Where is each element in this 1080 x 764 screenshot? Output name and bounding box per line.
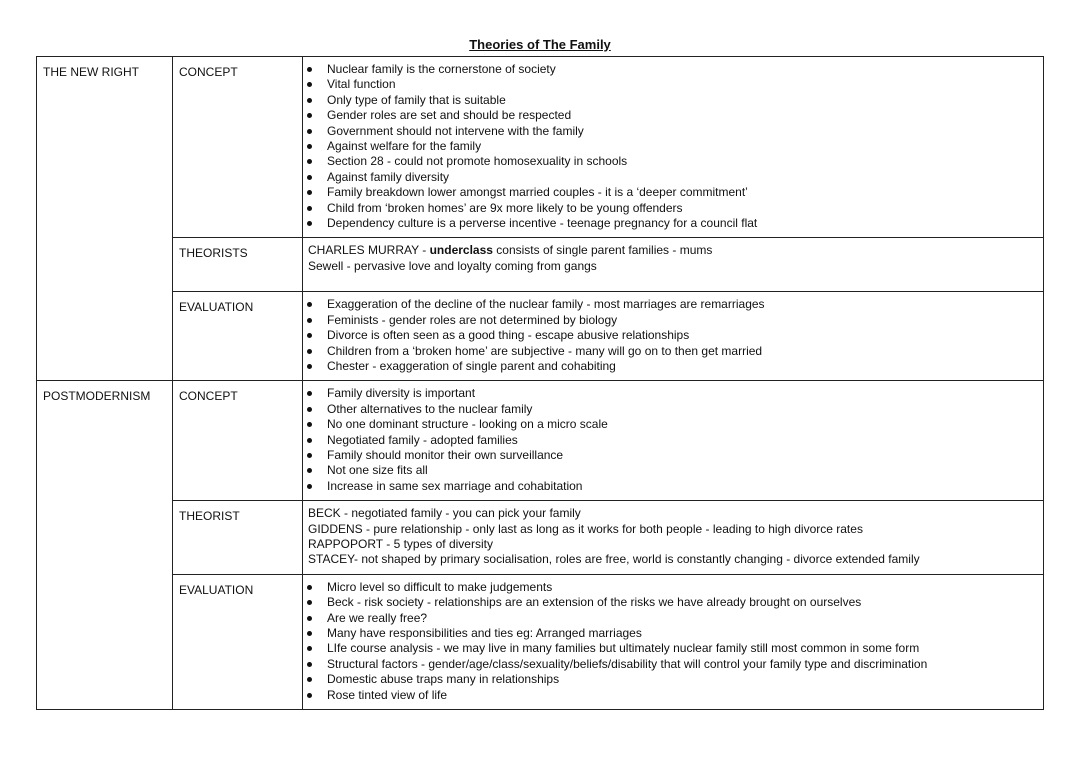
list-item: Family breakdown lower amongst married couples - it is a ‘deeper commitment’ <box>303 185 1043 200</box>
content-cell <box>303 501 1044 575</box>
list-item: Government should not intervene with the family <box>303 124 1043 139</box>
section-label: THEORIST <box>173 501 303 575</box>
list-item: Family should monitor their own surveillance <box>303 448 1043 463</box>
list-item: Divorce is often seen as a good thing - escape abusive relationships <box>303 328 1043 343</box>
section-label: CONCEPT <box>173 381 303 501</box>
list-item: Feminists - gender roles are not determined by biology <box>303 313 1043 328</box>
table-row <box>37 292 1044 381</box>
table-row <box>37 238 1044 292</box>
section-label: THEORISTS <box>173 238 303 292</box>
list-item: Nuclear family is the cornerstone of society <box>303 62 1043 77</box>
list-item: Are we really free? <box>303 611 1043 626</box>
list-item: Against welfare for the family <box>303 139 1043 154</box>
bullet-list <box>303 292 1043 380</box>
theorist-line: STACEY- not shaped by primary socialisation, roles are free, world is constantly changing - divorce extended family <box>308 552 920 567</box>
list-item: Not one size fits all <box>303 463 1043 478</box>
list-item: Gender roles are set and should be respected <box>303 108 1043 123</box>
theorist-line: RAPPOPORT - 5 types of diversity <box>308 536 493 551</box>
spacer <box>308 274 1043 285</box>
list-item: Vital function <box>303 77 1043 92</box>
table-row <box>37 501 1044 575</box>
content-cell <box>303 381 1044 501</box>
theorist-line-start: CHARLES MURRAY - <box>308 243 430 258</box>
list-item: Domestic abuse traps many in relationships <box>303 672 1043 687</box>
theorist-line: BECK - negotiated family - you can pick your family <box>308 506 581 521</box>
list-item: Children from a ‘broken home’ are subjective - many will go on to then get married <box>303 344 1043 359</box>
list-item: Against family diversity <box>303 170 1043 185</box>
section-label: CONCEPT <box>173 57 303 238</box>
theorist-lines <box>303 238 1043 291</box>
bullet-list <box>303 57 1043 237</box>
list-item: Section 28 - could not promote homosexuality in schools <box>303 154 1043 169</box>
list-item: Family diversity is important <box>303 386 1043 401</box>
bold-term: underclass <box>429 243 493 258</box>
list-item: Dependency culture is a perverse incentive - teenage pregnancy for a council flat <box>303 216 1043 231</box>
list-item: No one dominant structure - looking on a micro scale <box>303 417 1043 432</box>
list-item: Structural factors - gender/age/class/sexuality/beliefs/disability that will control your family type and discrimination <box>303 657 1043 672</box>
list-item: LIfe course analysis - we may live in many families but ultimately nuclear family still most common in some form <box>303 641 1043 656</box>
document-title: Theories of The Family <box>469 37 611 52</box>
content-cell <box>303 238 1044 292</box>
theorist-line <box>308 243 1043 258</box>
theorist-line: GIDDENS - pure relationship - only last as long as it works for both people - leading to high divorce rates <box>308 521 863 536</box>
list-item: Exaggeration of the decline of the nuclear family - most marriages are remarriages <box>303 297 1043 312</box>
group-label-new-right: THE NEW RIGHT <box>37 57 173 381</box>
list-item: Only type of family that is suitable <box>303 93 1043 108</box>
table-row <box>37 381 1044 501</box>
list-item: Micro level so difficult to make judgements <box>303 580 1043 595</box>
content-cell <box>303 574 1044 709</box>
theorist-lines <box>303 501 1043 574</box>
content-cell <box>303 57 1044 238</box>
list-item: Negotiated family - adopted families <box>303 433 1043 448</box>
theories-table <box>36 56 1044 710</box>
list-item: Child from ‘broken homes’ are 9x more likely to be young offenders <box>303 201 1043 216</box>
theorist-line: Sewell - pervasive love and loyalty coming from gangs <box>308 258 597 273</box>
section-label: EVALUATION <box>173 292 303 381</box>
section-label: EVALUATION <box>173 574 303 709</box>
list-item: Other alternatives to the nuclear family <box>303 402 1043 417</box>
bullet-list <box>303 575 1043 709</box>
list-item: Many have responsibilities and ties eg: Arranged marriages <box>303 626 1043 641</box>
list-item: Increase in same sex marriage and cohabitation <box>303 479 1043 494</box>
theorist-line-end: consists of single parent families - mums <box>492 243 713 258</box>
table-row <box>37 57 1044 238</box>
list-item: Rose tinted view of life <box>303 688 1043 703</box>
bullet-list <box>303 381 1043 500</box>
list-item: Beck - risk society - relationships are an extension of the risks we have already brought on ourselves <box>303 595 1043 610</box>
list-item: Chester - exaggeration of single parent and cohabiting <box>303 359 1043 374</box>
content-cell <box>303 292 1044 381</box>
table-row <box>37 574 1044 709</box>
group-label-postmodernism: POSTMODERNISM <box>37 381 173 710</box>
